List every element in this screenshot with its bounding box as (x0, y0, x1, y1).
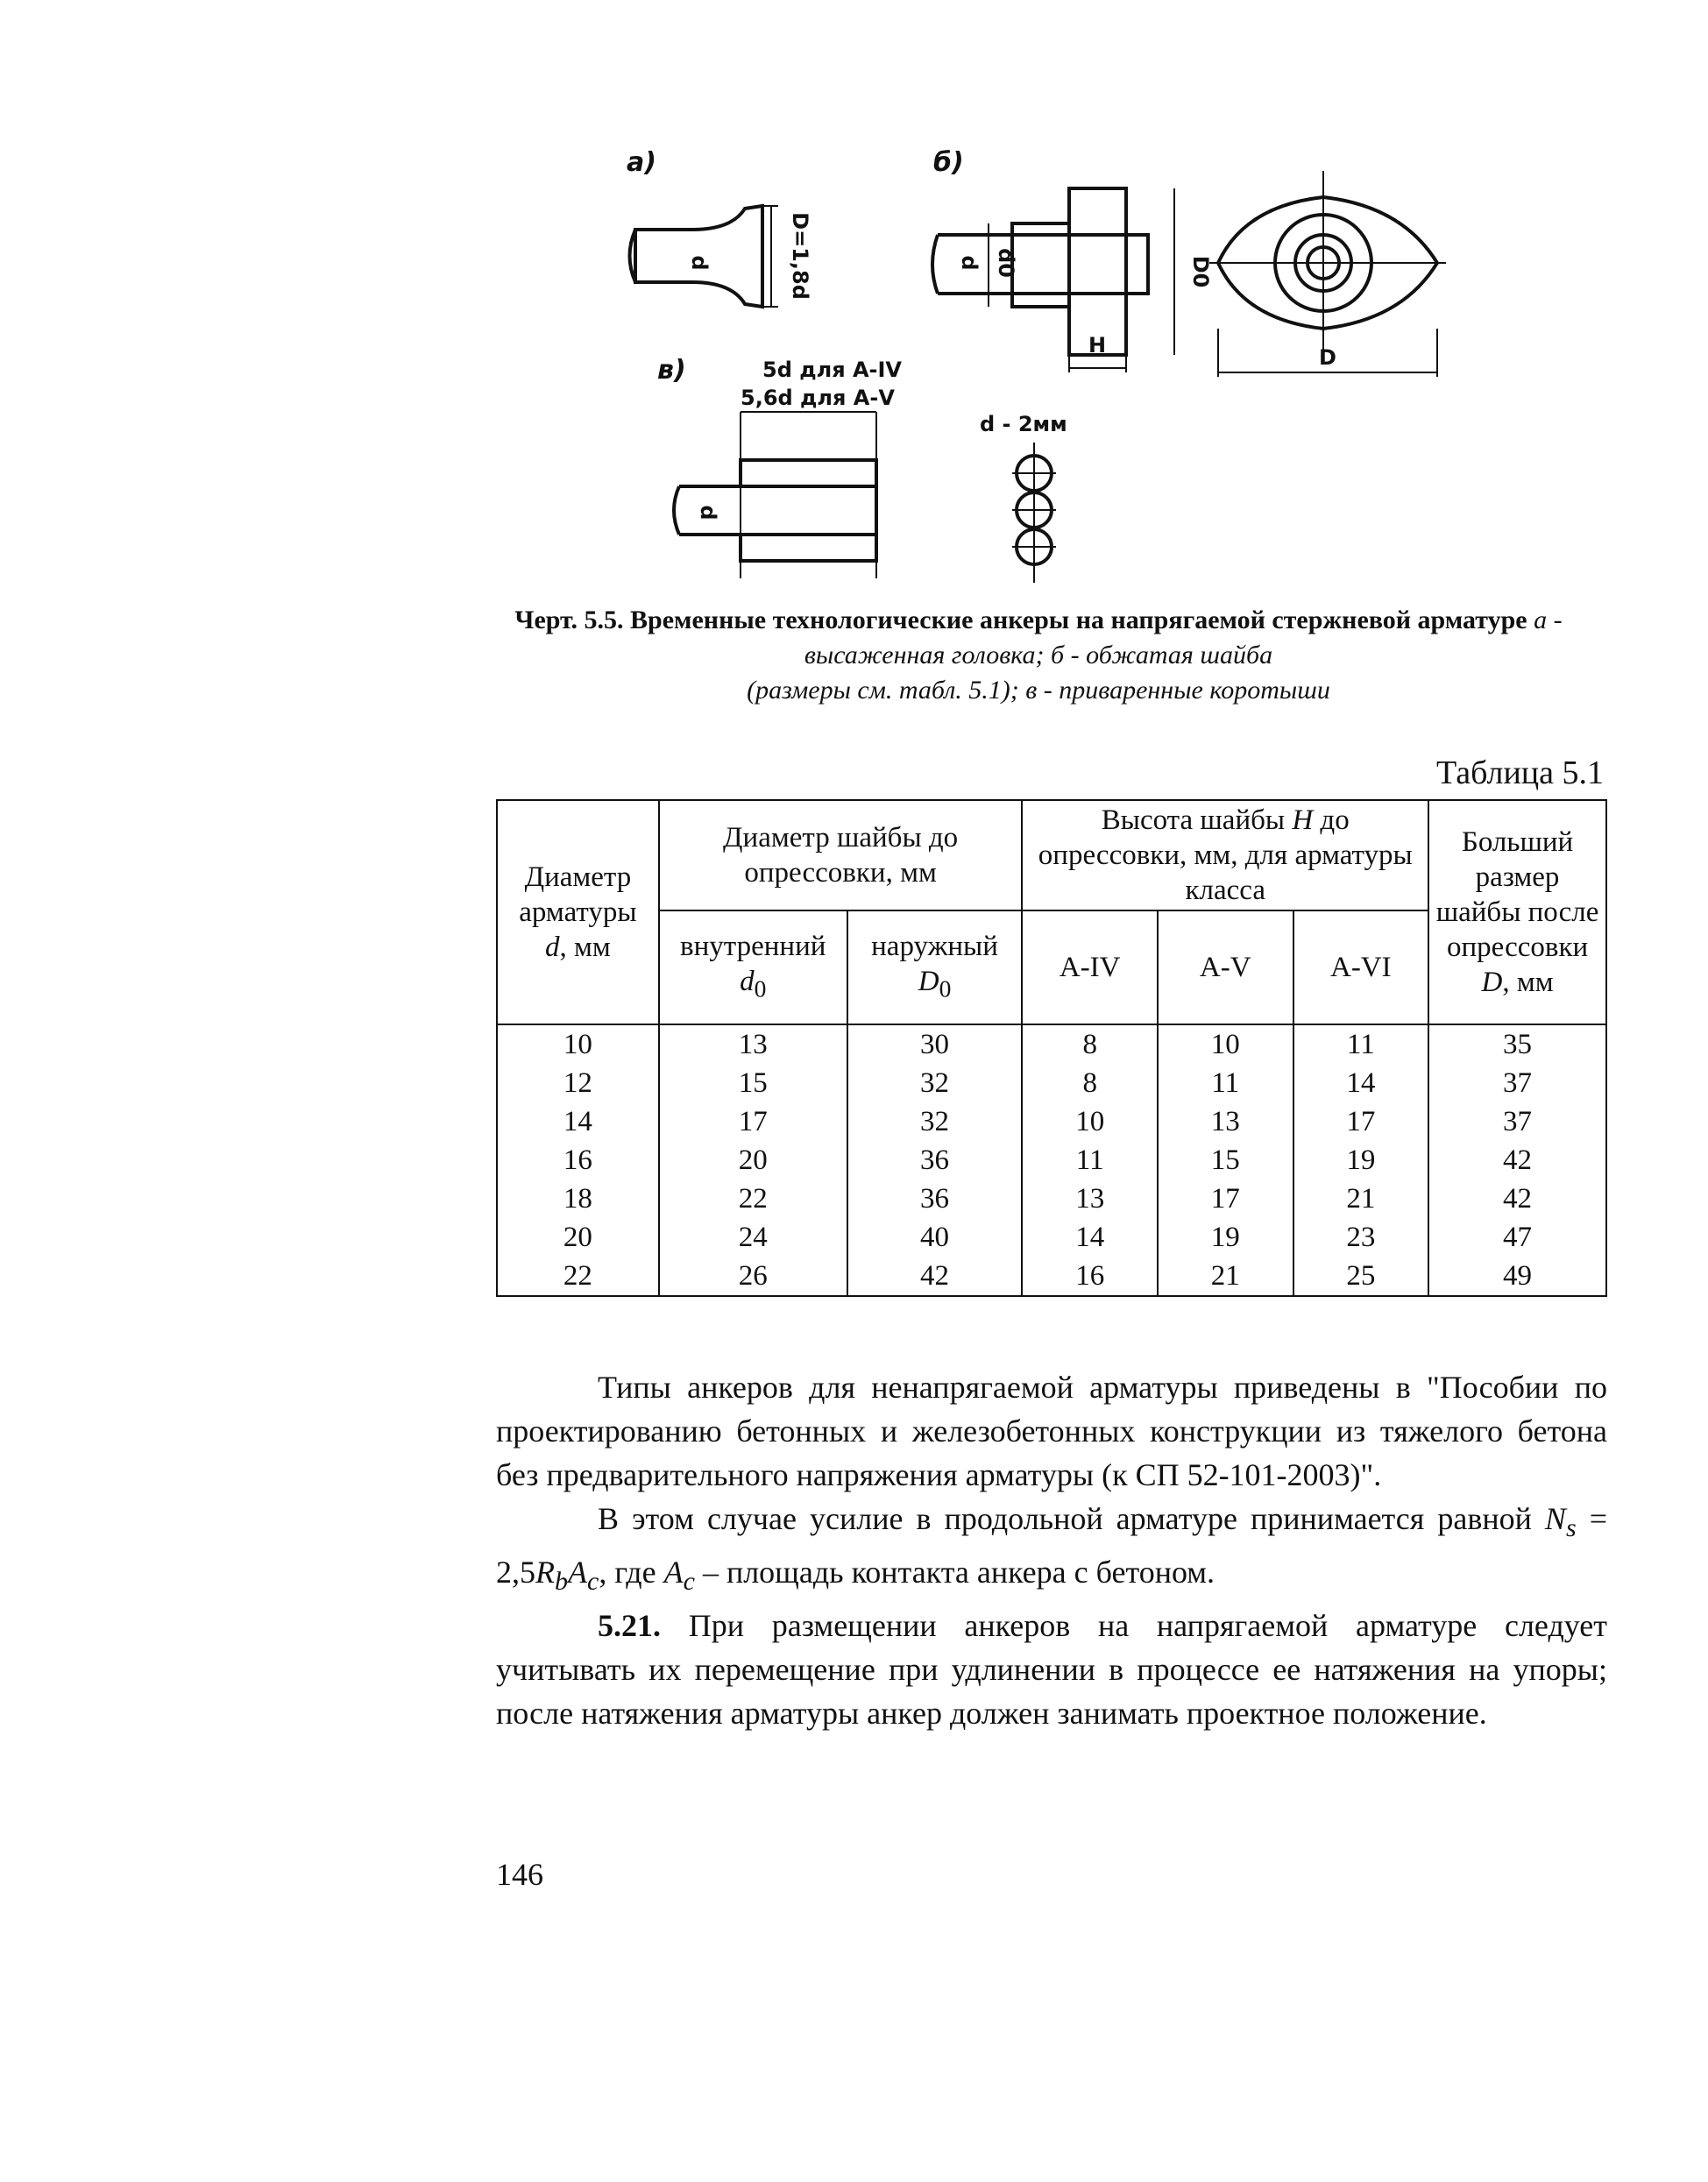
header-washer-height: Высота шайбы H до опрессовки, мм, для арматуры класса (1022, 800, 1428, 910)
table-row (497, 1218, 1606, 1257)
anchor-drawings (0, 0, 1708, 596)
fig-label-b: б) (933, 147, 964, 178)
dim-d-a: d (687, 255, 712, 271)
table-cell: 8 (1022, 1064, 1158, 1102)
table-cell: 17 (1293, 1102, 1429, 1141)
table-title: Таблица 5.1 (1435, 754, 1604, 791)
table-cell: 37 (1428, 1064, 1606, 1102)
dim-d0: d0 (994, 248, 1018, 278)
dim-d-b: d (957, 255, 982, 271)
dim-weld-gap: d - 2мм (980, 412, 1067, 436)
table-cell: 42 (1428, 1180, 1606, 1218)
table-cell: 10 (1022, 1102, 1158, 1141)
body-text (496, 1365, 1607, 1735)
table-cell: 42 (847, 1257, 1023, 1296)
table-cell: 20 (659, 1141, 847, 1180)
table-cell: 25 (1293, 1257, 1429, 1296)
dim-D0: D0 (1188, 255, 1213, 288)
table-cell: 21 (1293, 1180, 1429, 1218)
table-row (497, 1064, 1606, 1102)
table-row (497, 1141, 1606, 1180)
figure-caption (473, 603, 1604, 708)
table-cell: 17 (659, 1102, 847, 1141)
paragraph-5-21: 5.21. При размещении анкеров на напрягаемой арматуре следует учитывать их перемещение при удлинении в процессе ее натяжения на упоры; после натяжения арматуры анкер должен занимать проектное положение. (496, 1608, 1607, 1732)
table-row (497, 1102, 1606, 1141)
dim-d-v: d (696, 505, 720, 521)
welded-bars-drawing (674, 412, 1056, 583)
table-cell: 47 (1428, 1218, 1606, 1257)
table-cell: 32 (847, 1102, 1023, 1141)
fig-label-a: а) (627, 147, 656, 178)
dim-H: H (1088, 333, 1107, 358)
table-cell: 36 (847, 1141, 1023, 1180)
pressed-washer-side-drawing (932, 188, 1174, 372)
table-cell: 26 (659, 1257, 847, 1296)
table-body (497, 1024, 1606, 1296)
table-cell: 32 (847, 1064, 1023, 1102)
header-larger-size: Больший размер шайбы после опрессовки D, мм (1428, 800, 1606, 1024)
table-cell: 18 (497, 1180, 659, 1218)
anchor-drawings-svg (0, 0, 1708, 596)
table-cell: 19 (1293, 1141, 1429, 1180)
table-cell: 14 (497, 1102, 659, 1141)
washer-dimensions-table (496, 799, 1607, 1297)
header-washer-diameter: Диаметр шайбы до опрессовки, мм (659, 800, 1023, 910)
table-cell: 14 (1022, 1218, 1158, 1257)
header-class-a6: А-VI (1293, 910, 1429, 1024)
table-cell: 21 (1158, 1257, 1293, 1296)
caption-part-1: а - высаженная головка; б - обжатая шайба (804, 606, 1563, 669)
table-cell: 20 (497, 1218, 659, 1257)
header-rebar-diameter: Диаметр арматуры d, мм (497, 800, 659, 1024)
table-cell: 10 (1158, 1024, 1293, 1064)
table-cell: 11 (1293, 1024, 1429, 1064)
table-cell: 13 (1158, 1102, 1293, 1141)
table-cell: 40 (847, 1218, 1023, 1257)
table-cell: 15 (659, 1064, 847, 1102)
header-class-a5: А-V (1158, 910, 1293, 1024)
header-inner: внутренний $d_0$ (659, 910, 847, 1024)
table-cell: 14 (1293, 1064, 1429, 1102)
table-cell: 10 (497, 1024, 659, 1064)
header-class-a4: А-IV (1022, 910, 1158, 1024)
table-cell: 16 (497, 1141, 659, 1180)
table-cell: 35 (1428, 1024, 1606, 1064)
dim-D: D (1319, 345, 1336, 370)
table-cell: 24 (659, 1218, 847, 1257)
table-cell: 19 (1158, 1218, 1293, 1257)
page-number: 146 (496, 1857, 543, 1892)
paragraph-force: В этом случае усилие в продольной арматуре принимается равной $N_s = 2,5R_bA_c$, где $A_c$ – площадь контакта анкера с бетоном. (496, 1501, 1607, 1597)
table-cell: 8 (1022, 1024, 1158, 1064)
table-row (497, 1257, 1606, 1296)
caption-title: Черт. 5.5. Временные технологические анкеры на напрягаемой стержневой арматуре (514, 606, 1527, 634)
fig-label-v: в) (657, 355, 686, 386)
table-cell: 23 (1293, 1218, 1429, 1257)
caption-part-2: (размеры см. табл. 5.1); в - приваренные коротыши (747, 676, 1330, 705)
header-outer: наружный $D_0$ (847, 910, 1023, 1024)
table-cell: 37 (1428, 1102, 1606, 1141)
table-row (497, 1024, 1606, 1064)
table-cell: 22 (659, 1180, 847, 1218)
dim-length-a4: 5d для А-IV (762, 358, 902, 382)
table-cell: 15 (1158, 1141, 1293, 1180)
table-cell: 36 (847, 1180, 1023, 1218)
table-cell: 17 (1158, 1180, 1293, 1218)
dim-length-a5: 5,6d для А-V (741, 386, 895, 410)
section-number: 5.21. (598, 1608, 661, 1644)
table-cell: 30 (847, 1024, 1023, 1064)
table-cell: 11 (1022, 1141, 1158, 1180)
table-cell: 22 (497, 1257, 659, 1296)
table-cell: 12 (497, 1064, 659, 1102)
table-row (497, 1180, 1606, 1218)
table-cell: 49 (1428, 1257, 1606, 1296)
table-cell: 13 (1022, 1180, 1158, 1218)
paragraph-anchor-types: Типы анкеров для ненапрягаемой арматуры приведены в "Пособии по проектированию бетонных и железобетонных конструкции из тяжелого бетона без предварительного напряжения арматуры (к СП 52-101-2003)". (496, 1370, 1607, 1492)
table-cell: 11 (1158, 1064, 1293, 1102)
table-cell: 13 (659, 1024, 847, 1064)
table-cell: 16 (1022, 1257, 1158, 1296)
table-cell: 42 (1428, 1141, 1606, 1180)
dim-D-head: D=1,8d (788, 212, 812, 300)
